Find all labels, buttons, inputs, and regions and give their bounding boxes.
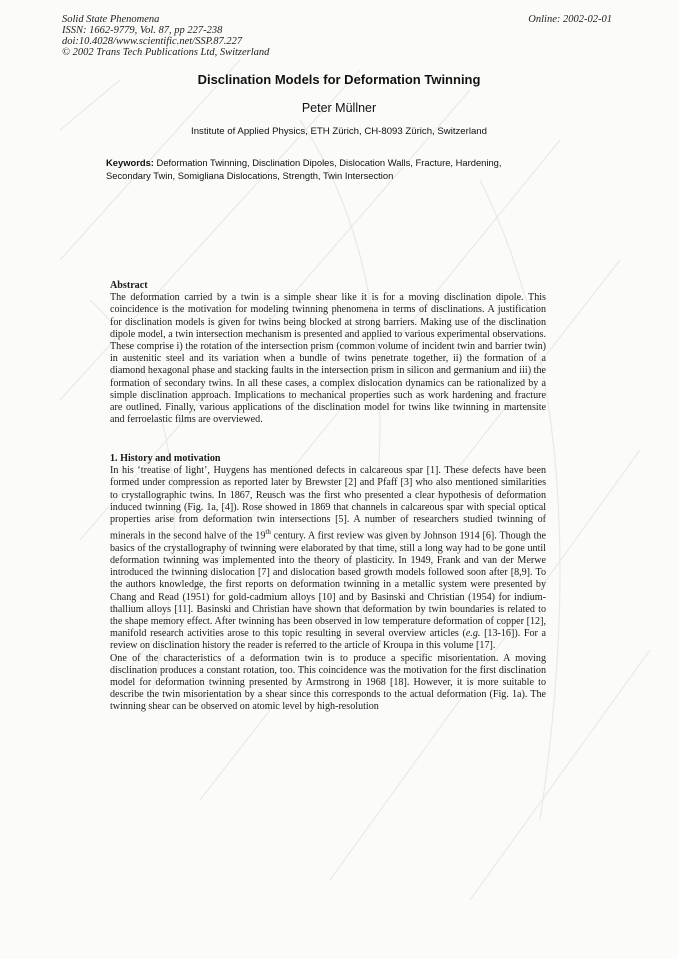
online-date: Online: 2002-02-01 [528,14,612,25]
keywords-label: Keywords: [106,157,154,168]
doi-line: doi:10.4028/www.scientific.net/SSP.87.227 [62,36,243,47]
paragraph-text: [13-16]). For a review on disclination history the reader is referred to the article of Kroupa in this volume [17]. [110,628,547,652]
history-section [110,453,546,714]
superscript-th: th [265,528,271,537]
copyright-line: © 2002 Trans Tech Publications Ltd, Switzerland [62,47,270,58]
author-affiliation: Institute of Applied Physics, ETH Zürich, CH-8093 Zürich, Switzerland [191,126,487,137]
keywords-block [106,157,546,182]
history-paragraph-2: One of the characteristics of a deformation twin is to produce a specific misorientation. A moving disclination produces a constant rotation, too. This coincidence was the motivation for the first disclination model for deformation twinning presented by Armstrong in 1968 [18]. However, it is more suitable to describe the twin misorientation by a shear since this corresponds to the actual deformation (Fig. 1a). The twinning shear can be observed on atomic level by high-resolution [110,652,546,713]
author-name: Peter Müllner [301,101,377,115]
paragraph-text: century. A first review was given by Johnson 1914 [6]. Though the basics of the crystallography of twinning were elaborated by that time, still a long way had to be gone until deformation twinning was implemented into the theory of plasticity. In 1949, Frank and van der Merwe introduced the twinning dislocation [7] and dislocation based growth models followed soon after [8,9]. To the authors knowledge, the first reports on deformation twinning in a metallic system were presented by Chang and Read (1951) for gold-cadmium alloys [10] and by Basinski and Christian (1954) for indium-thallium alloys [11]. Basinski and Christian have shown that deformation by twin boundaries is related to the shape memory effect. After twinning has been observed in low temperature deformation of copper [12], manifold research activities arose to this topic resulting in several overview articles ( [110,530,546,640]
section-heading: 1. History and motivation [110,453,221,464]
paper-title: Disclination Models for Deformation Twinning [197,72,481,87]
abstract-section [110,280,546,426]
keywords-text: Deformation Twinning, Disclination Dipoles, Dislocation Walls, Fracture, Hardening, Secondary Twin, Somigliana Dislocations, Strength, Twin Intersection [106,157,502,181]
issn-line: ISSN: 1662-9779, Vol. 87, pp 227-238 [62,25,223,36]
paragraph-text: In his ‘treatise of light’, Huygens has mentioned defects in calcareous spar [1]. These defects have been formed under compression as reported later by Brewster [2] and Pfaff [3] who also mentioned similarities to crystallographic twins. In 1867, Reusch was the first who presented a clear hypothesis of deformation induced twinning (Fig. 1a, [4]). Rose showed in 1869 that channels in calcareous spar with special optical properties arise from deformation twin intersections [5]. A number of researchers studied twinning of minerals in the second halve of the 19 [110,465,546,542]
journal-name: Solid State Phenomena [62,14,160,25]
eg-abbrev: e.g. [465,628,481,640]
journal-header [62,14,269,58]
abstract-text: The deformation carried by a twin is a simple shear like it is for a moving disclination dipole. This coincidence is the motivation for modeling twinning phenomena in terms of disclinations. A justification for disclination models is given for twins being blocked at strong barriers. Making use of the disclination dipole model, a twin intersection mechanism is presented and applied to various experimental observations. These comprise i) the rotation of the intersection prism (common volume of incident twin and barrier twin) in austenitic steel and its variation when a bundle of twins penetrate together, ii) the formation of a diamond hexagonal phase and stacking faults in the intersection prism in silicon and germanium and iii) the formation of secondary twins. In all these cases, a complex dislocation dynamics can be rationalized by a simple disclination approach. Implications to mechanical properties such as work hardening and fracture are outlined. Finally, various applications of the disclination model for twins like twinning in martensite and ferroelastic films are overviewed. [110,292,546,426]
history-paragraph-1 [110,465,546,652]
abstract-heading: Abstract [110,280,148,291]
